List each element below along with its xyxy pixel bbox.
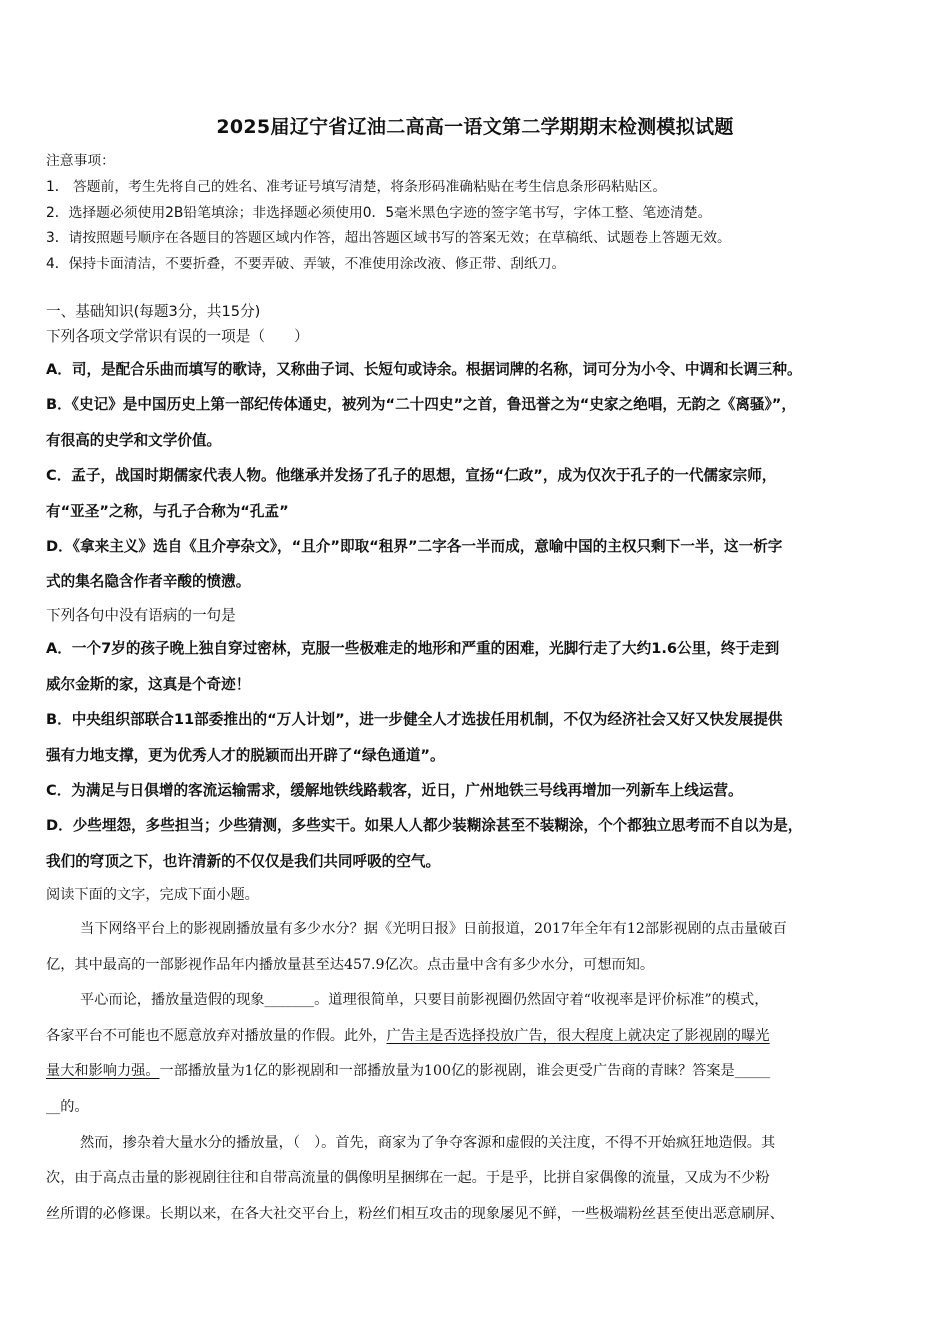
question-2-option-a-line1: A．一个7岁的孩子晚上独自穿过密林，克服一些极难走的地形和严重的困难，光脚行走了大约1.6公里，终于走到 — [46, 640, 780, 657]
question-1-option-b-line1: B．《史记》是中国历史上第一部纪传体通史，被列为“二十四史”之首，鲁迅誉之为“史家之绝唱，无韵之《离骚》”， — [46, 396, 796, 413]
passage-p2-line3 — [46, 1061, 770, 1081]
passage-p2-line2 — [46, 1026, 770, 1046]
question-2-stem: 下列各句中没有语病的一句是 — [46, 607, 236, 624]
section-heading: 一、基础知识(每题3分，共15分) — [46, 303, 261, 320]
notice-item-2: 2．选择题必须使用2B铅笔填涂；非选择题必须使用0．5毫米黑色字迹的签字笔书写，字体工整、笔迹清楚。 — [46, 205, 712, 221]
notice-heading: 注意事项： — [46, 153, 115, 169]
question-2-option-b-line2: 强有力地支撑，更为优秀人才的脱颖而出开辟了“绿色通道”。 — [46, 747, 445, 764]
question-1-option-c-line1: C．孟子，战国时期儒家代表人物。他继承并发扬了孔子的思想，宣扬“仁政”，成为仅次于孔子的一代儒家宗师， — [46, 467, 777, 484]
question-1-option-c-line2: 有“亚圣”之称，与孔子合称为“孔孟” — [46, 503, 289, 520]
notice-item-1: 1． 答题前，考生先将自己的姓名、准考证号填写清楚，将条形码准确粘贴在考生信息条形码粘贴区。 — [46, 179, 667, 195]
question-1-option-b-line2: 有很高的史学和文学价值。 — [46, 432, 222, 449]
passage-p2-line2-text: 各家平台不可能也不愿意放弃对播放量的作假。此外， — [46, 1028, 387, 1044]
question-1-option-d-line1: D．《拿来主义》选自《且介亭杂文》，“且介”即取“租界”二字各一半而成，意喻中国的主权只剩下一半，这一析字 — [46, 538, 783, 555]
passage-underlined-sentence-part1: 广告主是否选择投放广告，很大程度上就决定了影视剧的曝光 — [386, 1028, 770, 1044]
notice-item-4: 4．保持卡面清洁，不要折叠，不要弄破、弄皱，不准使用涂改液、修正带、刮纸刀。 — [46, 256, 566, 272]
passage-p1-line2: 亿，其中最高的一部影视作品年内播放量甚至达457.9亿次。点击量中含有多少水分，可想而知。 — [46, 957, 655, 973]
question-2-option-d-line1: D．少些埋怨，多些担当；少些猜测，多些实干。如果人人都少装糊涂甚至不装糊涂，个个都独立思考而不自以为是， — [46, 817, 803, 834]
passage-p3-line1: 然而，掺杂着大量水分的播放量，（ ）。首先，商家为了争夺客源和虚假的关注度，不得不开始疯狂地造假。其 — [80, 1135, 776, 1151]
question-2-option-a-line2: 威尔金斯的家，这真是个奇迹！ — [46, 676, 251, 693]
question-1-option-d-line2: 式的集名隐含作者辛酸的愤懑。 — [46, 573, 251, 590]
passage-p2-line4: __的。 — [46, 1099, 89, 1115]
question-2-option-d-line2: 我们的穹顶之下，也许清新的不仅仅是我们共同呼吸的空气。 — [46, 853, 441, 870]
passage-p1-line1: 当下网络平台上的影视剧播放量有多少水分？据《光明日报》日前报道，2017年全年有12部影视剧的点击量破百 — [80, 921, 787, 937]
passage-p2-line3-text: 一部播放量为1亿的影视剧和一部播放量为100亿的影视剧，谁会更受广告商的青睐？答案是_____ — [159, 1063, 771, 1079]
passage-p3-line3: 丝所谓的必修课。长期以来，在各大社交平台上，粉丝们相互攻击的现象屡见不鲜，一些极端粉丝甚至使出恶意刷屏、 — [46, 1206, 784, 1222]
passage-underlined-sentence-part2: 量大和影响力强。 — [46, 1063, 160, 1079]
passage-p3-line2: 次，由于高点击量的影视剧往往和自带高流量的偶像明星捆绑在一起。于是乎，比拼自家偶像的流量，又成为不少粉 — [46, 1170, 770, 1186]
exam-title: 2025届辽宁省辽油二高高一语文第二学期期末检测模拟试题 — [216, 116, 734, 138]
notice-item-3: 3．请按照题号顺序在各题目的答题区域内作答，超出答题区域书写的答案无效；在草稿纸、试题卷上答题无效。 — [46, 230, 731, 246]
question-2-option-b-line1: B．中央组织部联合11部委推出的“万人计划”，进一步健全人才选拔任用机制，不仅为经济社会又好又快发展提供 — [46, 711, 783, 728]
question-1-stem: 下列各项文学常识有误的一项是（ ） — [46, 328, 309, 345]
question-2-option-c: C．为满足与日俱增的客流运输需求，缓解地铁线路载客，近日，广州地铁三号线再增加一列新车上线运营。 — [46, 782, 743, 799]
passage-p2-line1: 平心而论，播放量造假的现象_______。道理很简单，只要目前影视圈仍然固守着“收视率是评价标准”的模式， — [80, 992, 769, 1008]
reading-instruction: 阅读下面的文字，完成下面小题。 — [46, 887, 259, 903]
question-1-option-a: A．司，是配合乐曲而填写的歌诗，又称曲子词、长短句或诗余。根据词牌的名称，词可分为小令、中调和长调三种。 — [46, 361, 802, 378]
